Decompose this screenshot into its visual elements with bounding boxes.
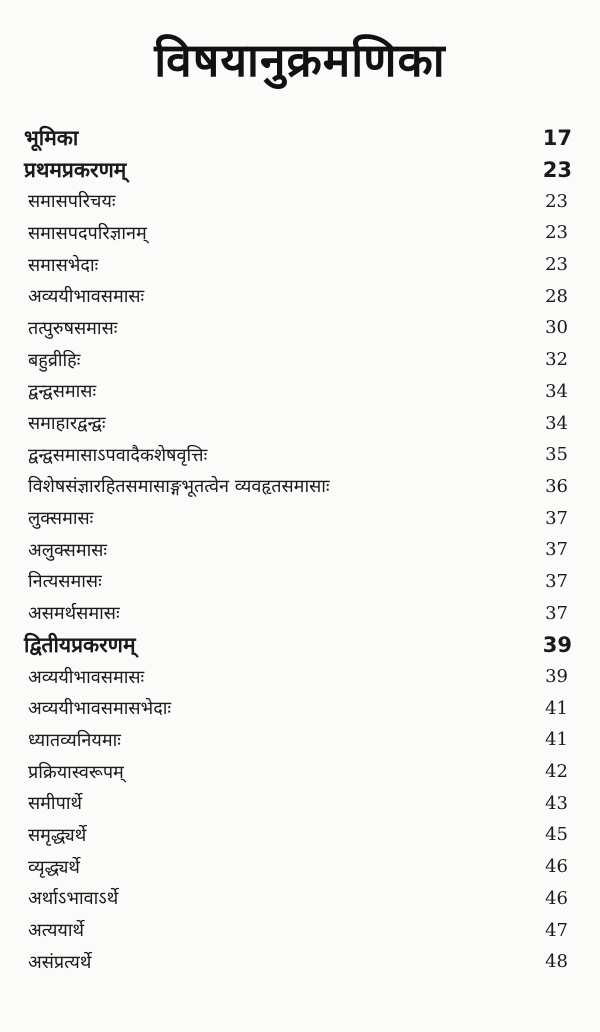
toc-entry [24, 597, 572, 629]
toc-entry [24, 883, 572, 915]
toc-entry-page-number: 46 [545, 887, 568, 909]
toc-entry-label: समासपरिचयः [28, 191, 116, 213]
toc-entry-label: असंप्रत्यर्थे [28, 951, 92, 973]
toc-entry-label: द्वन्द्वसमासाऽपवादैकशेषवृत्तिः [28, 444, 208, 466]
toc-entry [24, 692, 572, 724]
toc-entry-label: समीपार्थे [28, 793, 82, 815]
toc-entry-label: समासभेदाः [28, 254, 99, 276]
toc-entry [24, 566, 572, 598]
toc-entry [24, 376, 572, 408]
toc-entry-page-number: 37 [545, 570, 568, 592]
toc-entry [24, 756, 572, 788]
toc-entry-page-number: 39 [542, 632, 572, 657]
toc-entry-label: अत्ययार्थे [28, 920, 85, 942]
toc-entry-page-number: 28 [545, 285, 568, 307]
toc-entry-label: अव्ययीभावसमासः [28, 666, 145, 688]
toc-entry-label: अव्ययीभावसमासभेदाः [28, 698, 172, 720]
toc-entry [24, 724, 572, 756]
toc-entry-label: ध्यातव्यनियमाः [28, 729, 121, 751]
toc-entry-label: व्यृद्ध्यर्थे [28, 856, 80, 878]
toc-entry-page-number: 37 [545, 507, 568, 529]
toc-entry [24, 819, 572, 851]
toc-entry-label: भूमिका [24, 125, 79, 150]
toc-entry [24, 439, 572, 471]
toc-entry-label: प्रथमप्रकरणम् [24, 157, 127, 182]
toc-entry-label: प्रक्रियास्वरूपम् [28, 761, 124, 783]
toc-entry-page-number: 30 [545, 317, 568, 339]
toc-entry [24, 280, 572, 312]
toc-entry-page-number: 39 [545, 666, 568, 688]
toc-entry-page-number: 47 [545, 919, 568, 941]
toc-section-heading [24, 154, 572, 186]
toc-section-heading [24, 629, 572, 661]
toc-entry [24, 851, 572, 883]
toc-entry-page-number: 45 [545, 824, 568, 846]
toc-entry-page-number: 43 [545, 792, 568, 814]
toc-entry [24, 471, 572, 503]
toc-entry-label: लुक्समासः [28, 508, 94, 530]
toc-entry-page-number: 32 [545, 349, 568, 371]
toc-entry [24, 407, 572, 439]
toc-entry-label: असमर्थसमासः [28, 603, 120, 625]
toc-entry-label: द्वितीयप्रकरणम् [24, 632, 136, 657]
toc-entry-page-number: 17 [542, 125, 572, 150]
toc-entry-page-number: 23 [545, 222, 568, 244]
toc-entry-label: समाहारद्वन्द्वः [28, 413, 106, 435]
toc-entry-page-number: 41 [545, 697, 568, 719]
toc-entry-page-number: 23 [545, 190, 568, 212]
toc-entry-page-number: 34 [545, 412, 568, 434]
toc-entry-page-number: 48 [545, 951, 568, 973]
toc-entry [24, 787, 572, 819]
toc-entry-label: समृद्ध्यर्थे [28, 824, 87, 846]
toc-entry-page-number: 41 [545, 729, 568, 751]
toc-entry [24, 914, 572, 946]
toc-entry [24, 312, 572, 344]
toc-entry [24, 249, 572, 281]
table-of-contents [24, 122, 572, 978]
toc-entry-page-number: 23 [545, 254, 568, 276]
toc-entry-label: अव्ययीभावसमासः [28, 286, 145, 308]
toc-entry-page-number: 36 [545, 475, 568, 497]
toc-entry-label: अर्थाऽभावाऽर्थे [28, 888, 119, 910]
toc-entry-label: तत्पुरुषसमासः [28, 317, 118, 339]
toc-entry [24, 534, 572, 566]
toc-entry-label: बहुव्रीहिः [28, 349, 81, 371]
toc-entry [24, 502, 572, 534]
toc-entry [24, 185, 572, 217]
toc-entry-label: विशेषसंज्ञारहितसमासाङ्गभूतत्वेन व्यवहृतसमासाः [28, 476, 330, 498]
toc-entry-label: नित्यसमासः [28, 571, 102, 593]
toc-entry [24, 217, 572, 249]
toc-entry-page-number: 34 [545, 380, 568, 402]
toc-entry [24, 946, 572, 978]
toc-entry-page-number: 42 [545, 761, 568, 783]
toc-entry-page-number: 37 [545, 539, 568, 561]
page-title: विषयानुक्रमणिका [154, 33, 446, 87]
toc-entry-label: द्वन्द्वसमासः [28, 381, 97, 403]
toc-entry [24, 661, 572, 693]
toc-entry-label: समासपदपरिज्ञानम् [28, 222, 147, 244]
toc-entry-page-number: 35 [545, 444, 568, 466]
toc-entry-page-number: 37 [545, 602, 568, 624]
toc-entry-label: अलुक्समासः [28, 539, 108, 561]
toc-entry [24, 344, 572, 376]
toc-entry-page-number: 46 [545, 856, 568, 878]
toc-section-heading [24, 122, 572, 154]
toc-entry-page-number: 23 [542, 157, 572, 182]
